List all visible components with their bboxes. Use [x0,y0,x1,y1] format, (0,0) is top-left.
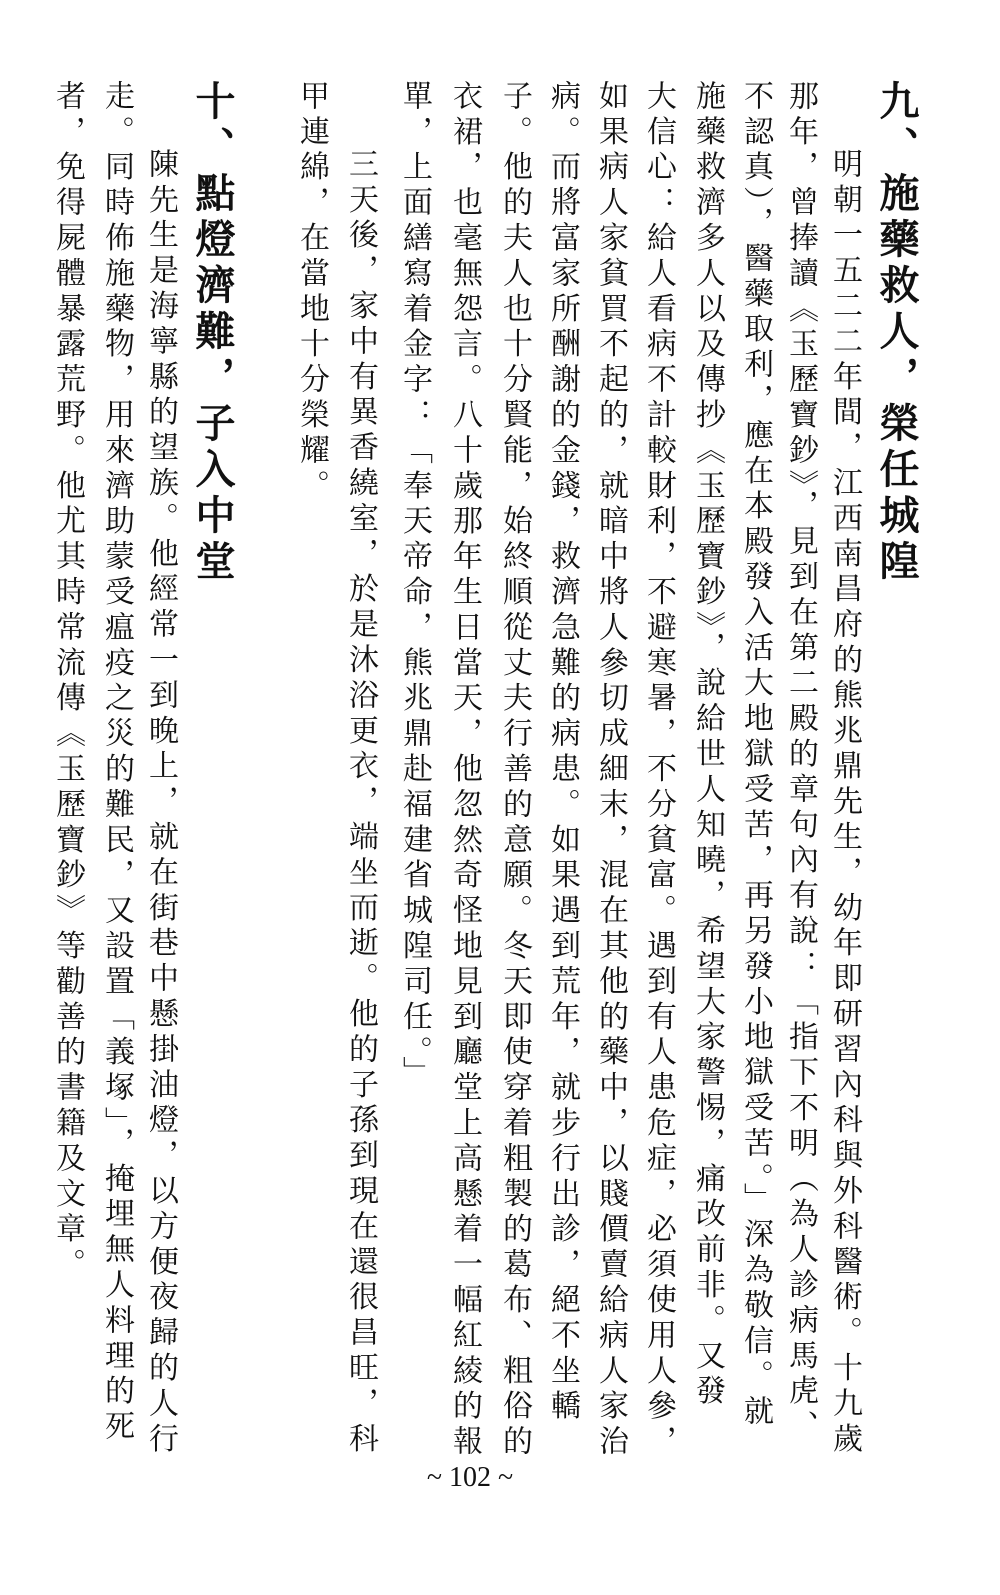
section-9-line-6: 如果病人家貧買不起的，就暗中將人參切成細末，混在其他的藥中，以賤價賣給病人家治 [593,80,628,1461]
section-9-line-4: 施藥救濟多人以及傳抄《玉歷寶鈔》，說給世人知曉，希望大家警惕，痛改前非。又發 [690,80,725,1411]
page-number: ~ 102 ~ [426,1462,514,1493]
section-9-heading: 九、施藥救人，榮任城隍 [873,80,920,586]
section-10-line-3: 者，免得屍體暴露荒野。他尤其時常流傳《玉歷寶鈔》等勸善的書籍及文章。 [50,80,85,1284]
section-9-line-11: 三天後，家中有異香繞室，於是沐浴更衣，端坐而逝。他的子孫到現在還很昌旺，科 [343,148,378,1458]
section-9-line-12: 甲連綿，在當地十分榮耀。 [294,80,329,505]
section-9-line-10: 單，上面繕寫着金字：「奉天帝命，熊兆鼎赴福建省城隍司任。」 [397,80,432,1092]
section-9-line-5: 大信心：給人看病不計較財利，不避寒暑，不分貧富。遇到有人患危症，必須使用人參， [641,80,676,1461]
section-9-line-2: 那年，曾捧讀《玉歷寶鈔》，見到在第二殿的章句內有說：「指下不明（為人診病馬虎、 [783,80,818,1446]
section-9-line-1: 明朝一五二二年間，江西南昌府的熊兆鼎先生，幼年即研習內科與外科醫術。十九歲 [827,148,862,1458]
section-10-line-1: 陳先生是海寧縣的望族。他經常一到晚上，就在街巷中懸掛油燈，以方便夜歸的人行 [143,148,178,1458]
section-9-line-3: 不認真），醫藥取利，應在本殿發入活大地獄受苦，再另發小地獄受苦。」深為敬信。就 [738,80,773,1431]
section-10-heading: 十、點燈濟難，子入中堂 [189,80,236,586]
section-9-line-8: 子。他的夫人也十分賢能，始終順從丈夫行善的意願。冬天即使穿着粗製的葛布、粗俗的 [497,80,532,1461]
section-10-line-2: 走。同時佈施藥物，用來濟助蒙受瘟疫之災的難民，又設置「義塚」，掩埋無人料理的死 [99,80,134,1446]
section-9-line-7: 病。而將富家所酬謝的金錢，救濟急難的病患。如果遇到荒年，就步行出診，絕不坐轎 [545,80,580,1426]
section-9-line-9: 衣裙，也毫無怨言。八十歲那年生日當天，他忽然奇怪地見到廳堂上高懸着一幅紅綾的報 [447,80,482,1461]
